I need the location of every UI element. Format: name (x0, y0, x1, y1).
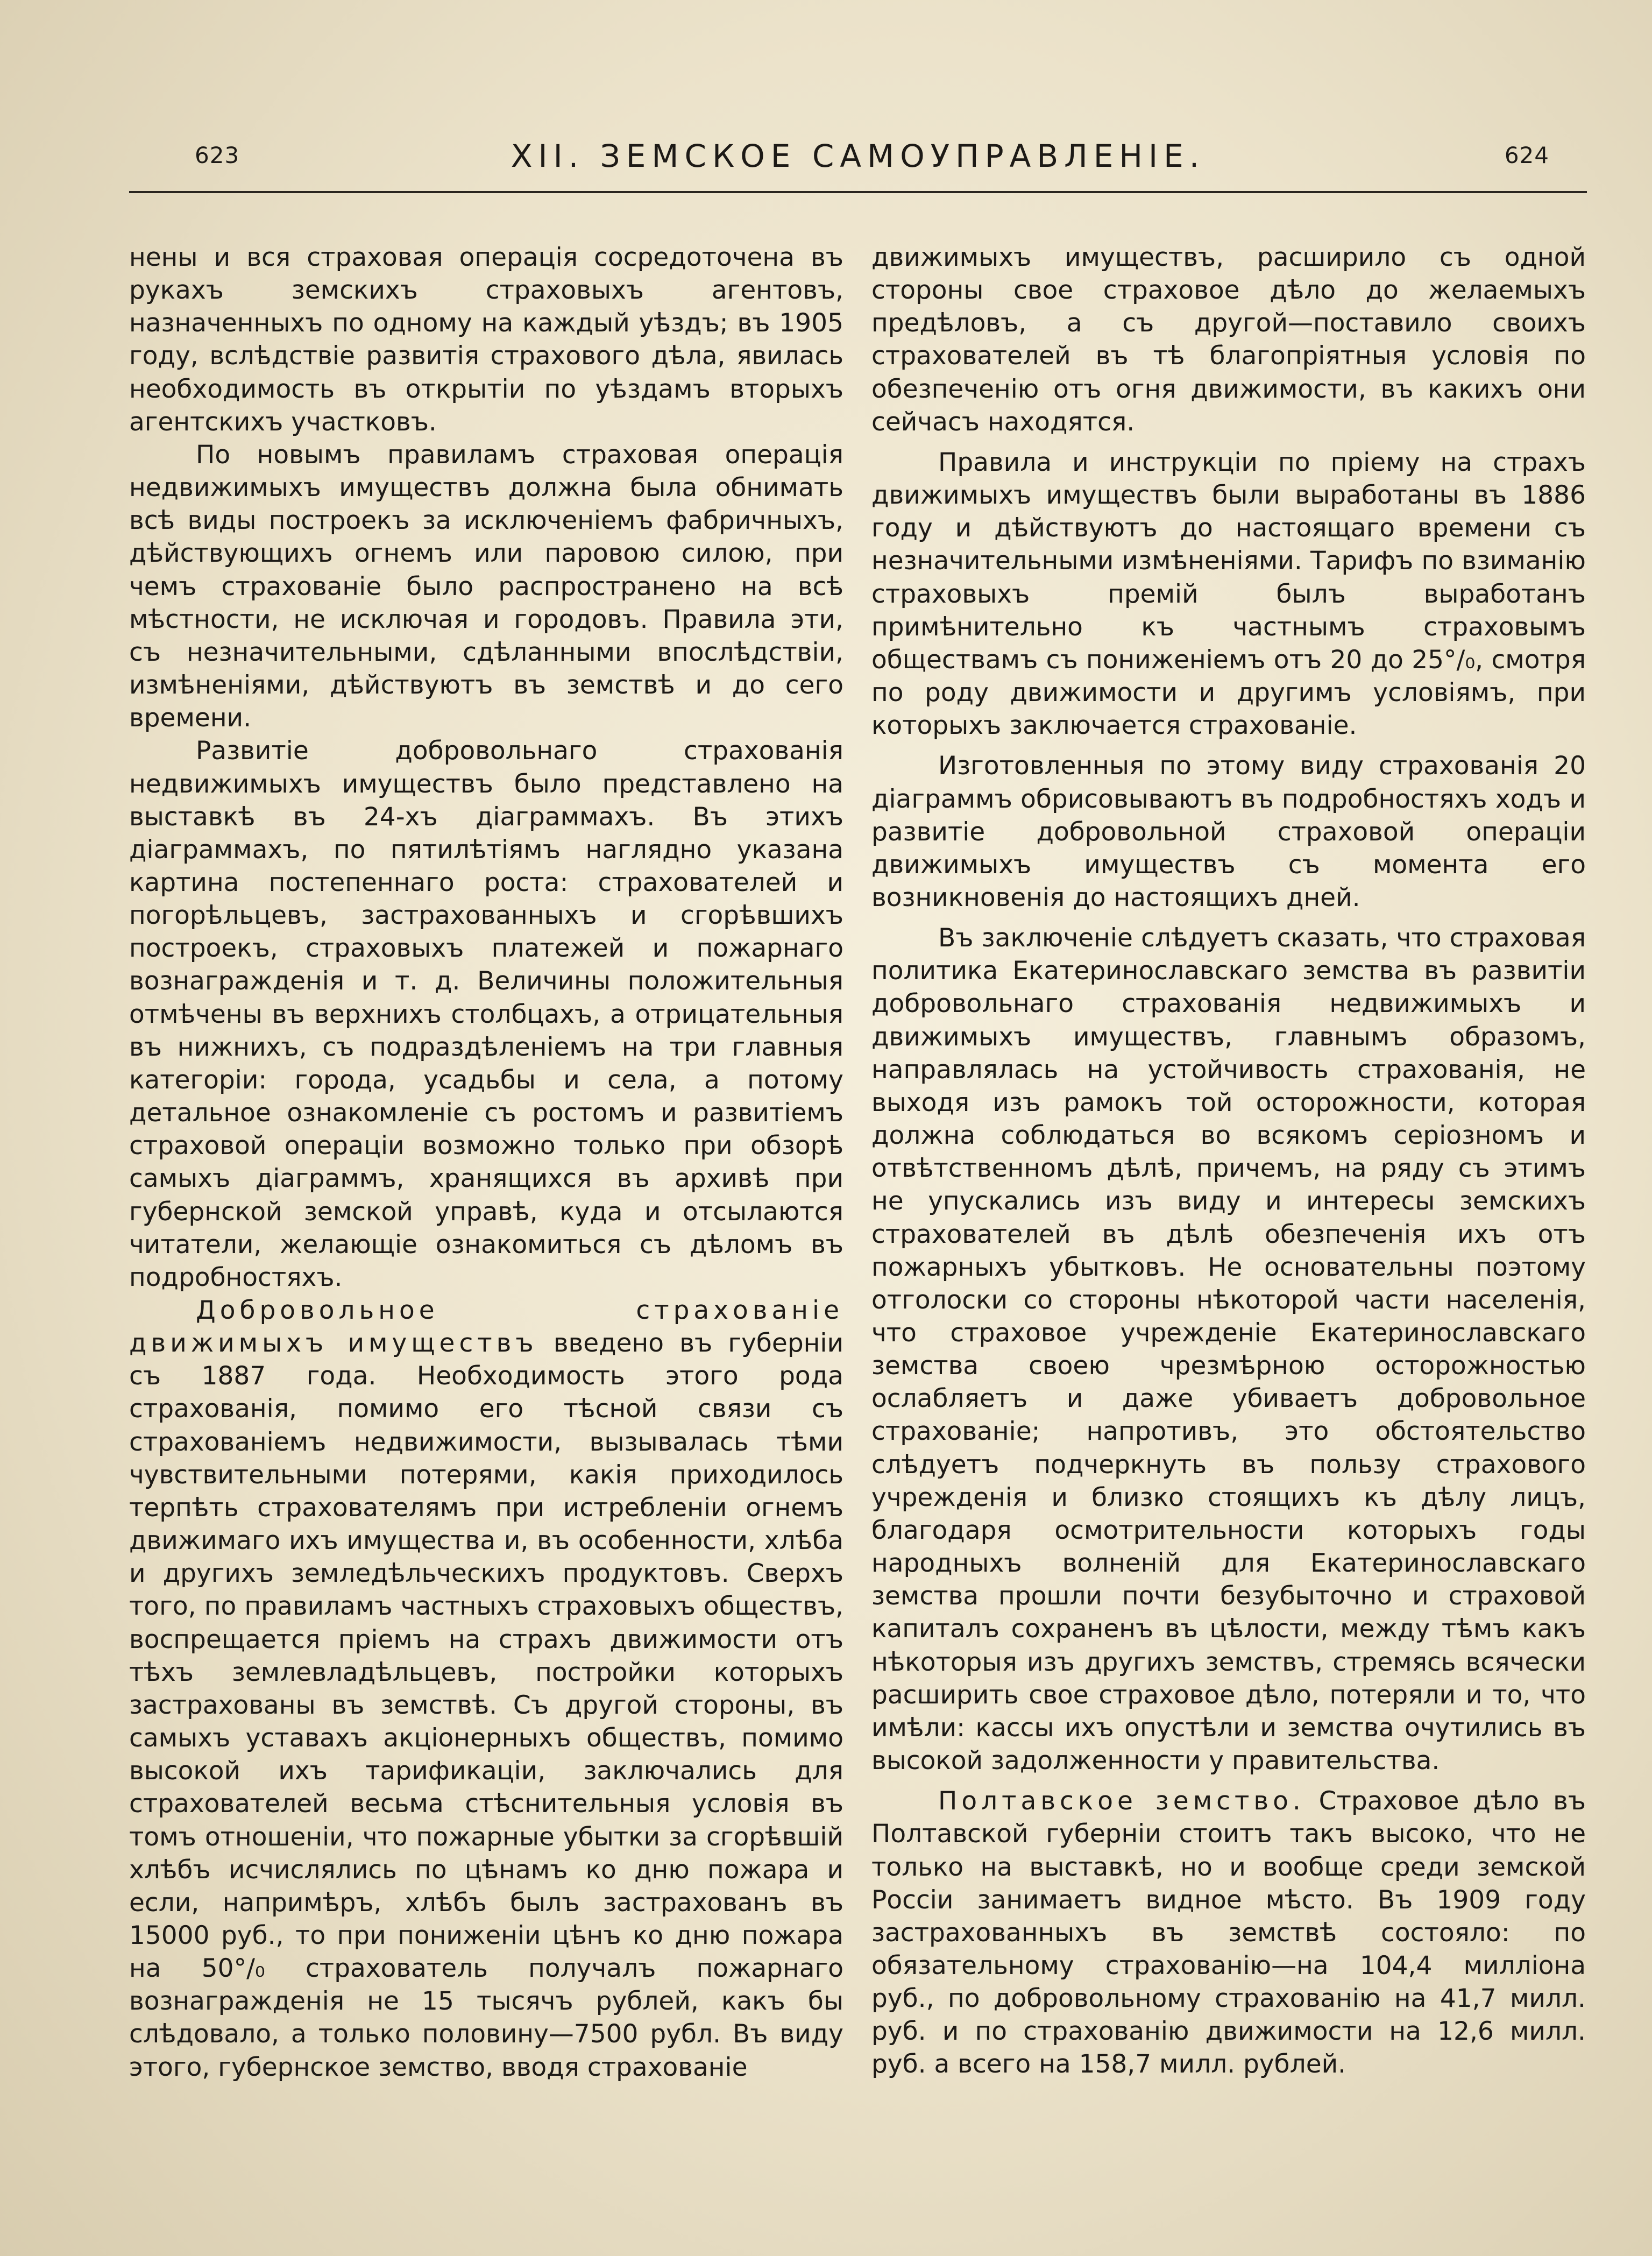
section-heading-poltava: Полтавское земство. (938, 1786, 1305, 1816)
paragraph: движимыхъ имуществъ, расширило съ одной стороны свое страховое дѣло до желаемыхъ предѣловъ, а съ другой—поставило своихъ страхователей въ тѣ благопріятныя условія по обезпеченію отъ огня движимости, въ какихъ они сейчасъ находятся. (871, 243, 1586, 437)
chapter-title: XII. ЗЕМСКОЕ САМОУПРАВЛЕНІЕ. (511, 138, 1206, 174)
left-column (129, 241, 843, 2084)
page-number-right: 624 (1504, 142, 1549, 168)
running-head (129, 131, 1587, 190)
page-number-left: 623 (195, 142, 240, 168)
header-rule (129, 191, 1587, 193)
paragraph-text: введено въ губерніи съ 1887 года. Необходимость этого рода страхованія, помимо его тѣсной связи съ страхованіемъ недвижимости, вызывалась тѣми чувствительными потерями, какія приходилось терпѣть страхователямъ при истребленіи огнемъ движимаго ихъ имущества и, въ особенности, хлѣба и другихъ земледѣльческихъ продуктовъ. Сверхъ того, по правиламъ частныхъ страховыхъ обществъ, воспрещается пріемъ на страхъ движимости отъ тѣхъ землевладѣльцевъ, постройки которыхъ застрахованы въ земствѣ. Съ другой стороны, въ самыхъ уставахъ акціонерныхъ обществъ, помимо высокой ихъ тарификаціи, заключались для страхователей весьма стѣснительныя условія въ томъ отношеніи, что пожарные убытки за сгорѣвшій хлѣбъ исчислялись по цѣнамъ ко дню пожара и если, напримѣръ, хлѣбъ былъ застрахованъ въ 15000 руб., то при пониженіи цѣнъ ко дню пожара на 50°/₀ страхователь получалъ пожарнаго вознагражденія не 15 тысячъ рублей, какъ бы слѣдовало, а только половину—7500 рубл. Въ виду этого, губернское земство, вводя страхованіе (129, 1328, 843, 2082)
paragraph: Въ заключеніе слѣдуетъ сказать, что страховая политика Екатеринославскаго земства въ развитіи добровольнаго страхованія недвижимыхъ и движимыхъ имуществъ, главнымъ образомъ, направлялась на устойчивость страхованія, не выходя изъ рамокъ той осторожности, которая должна соблюдаться во всякомъ серіозномъ и отвѣтственномъ дѣлѣ, причемъ, на ряду съ этимъ не упускались изъ виду и интересы земскихъ страхователей въ дѣлѣ обезпеченія ихъ отъ пожарныхъ убытковъ. Не основательны поэтому отголоски со стороны нѣкоторой части населенія, что страховое учрежденіе Екатеринославскаго земства своею чрезмѣрною осторожностью ослабляетъ и даже убиваетъ добровольное страхованіе; напротивъ, это обстоятельство слѣдуетъ подчеркнуть въ пользу страхового учрежденія и близко стоящихъ къ дѣлу лицъ, благодаря осмотрительности которыхъ годы народныхъ волненій для Екатеринославскаго земства прошли почти безубыточно и страховой капиталъ сохраненъ въ цѣлости, между тѣмъ какъ нѣкоторыя изъ другихъ земствъ, стремясь всячески расширить свое страховое дѣло, потеряли и то, что имѣли: кассы ихъ опустѣли и земства очутились въ высокой задолженности у правительства. (871, 923, 1586, 1776)
paragraph: Правила и инструкціи по пріему на страхъ движимыхъ имуществъ были выработаны въ 1886 году и дѣйствуютъ до настоящаго времени съ незначительными измѣненіями. Тарифъ по взиманію страховыхъ премій былъ выработанъ примѣнительно къ частнымъ страховымъ обществамъ съ пониженіемъ отъ 20 до 25°/₀, смотря по роду движимости и другимъ условіямъ, при которыхъ заключается страхованіе. (871, 447, 1586, 741)
paragraph: нены и вся страховая операція сосредоточена въ рукахъ земскихъ страховыхъ агентовъ, назначенныхъ по одному на каждый уѣздъ; въ 1905 году, вслѣдствіе развитія страхового дѣла, явилась необходимость въ открытіи по уѣздамъ вторыхъ агентскихъ участковъ. (129, 243, 843, 437)
paragraph (871, 1785, 1586, 2081)
paragraph: Изготовленныя по этому виду страхованія 20 діаграммъ обрисовываютъ въ подробностяхъ ходъ и развитіе добровольной страховой операціи движимыхъ имуществъ съ момента его возникновенія до настоящихъ дней. (871, 751, 1586, 913)
paragraph: Развитіе добровольнаго страхованія недвижимыхъ имуществъ было представлено на выставкѣ въ 24-хъ діаграммахъ. Въ этихъ діаграммахъ, по пятилѣтіямъ наглядно указана картина постепеннаго роста: страхователей и погорѣльцевъ, застрахованныхъ и сгорѣвшихъ построекъ, страховыхъ платежей и пожарнаго вознагражденія и т. д. Величины положительныя отмѣчены въ верхнихъ столбцахъ, а отрицательныя въ нижнихъ, съ подраздѣленіемъ на три главныя категоріи: города, усадьбы и села, а потому детальное ознакомленіе съ ростомъ и развитіемъ страховой операціи возможно только при обзорѣ самыхъ діаграммъ, хранящихся въ архивѣ при губернской земской управѣ, куда и отсылаются читатели, желающіе ознакомиться съ дѣломъ въ подробностяхъ. (129, 736, 843, 1292)
right-column (871, 241, 1586, 2081)
paragraph-text: Страховое дѣло въ Полтавской губерніи стоитъ такъ высоко, что не только на выставкѣ, но и вообще среди земской Россіи занимаетъ видное мѣсто. Въ 1909 году застрахованныхъ въ земствѣ состояло: по обязательному страхованію—на 104,4 милліона руб., по добровольному страхованію на 41,7 милл. руб. и по страхованію движимости на 12,6 милл. руб. а всего на 158,7 милл. рублей. (871, 1786, 1586, 2080)
section-heading-movables: Добровольное страхованіе движимыхъ имуществъ (129, 1296, 843, 1359)
paragraph: По новымъ правиламъ страховая операція недвижимыхъ имуществъ должна была обнимать всѣ виды построекъ за исключеніемъ фабричныхъ, дѣйствующихъ огнемъ или паровою силою, при чемъ страхованіе было распространено на всѣ мѣстности, не исключая и городовъ. Правила эти, съ незначительными, сдѣланными впослѣдствіи, измѣненіями, дѣйствуютъ въ земствѣ и до сего времени. (129, 440, 843, 733)
paragraph (129, 1294, 843, 2084)
